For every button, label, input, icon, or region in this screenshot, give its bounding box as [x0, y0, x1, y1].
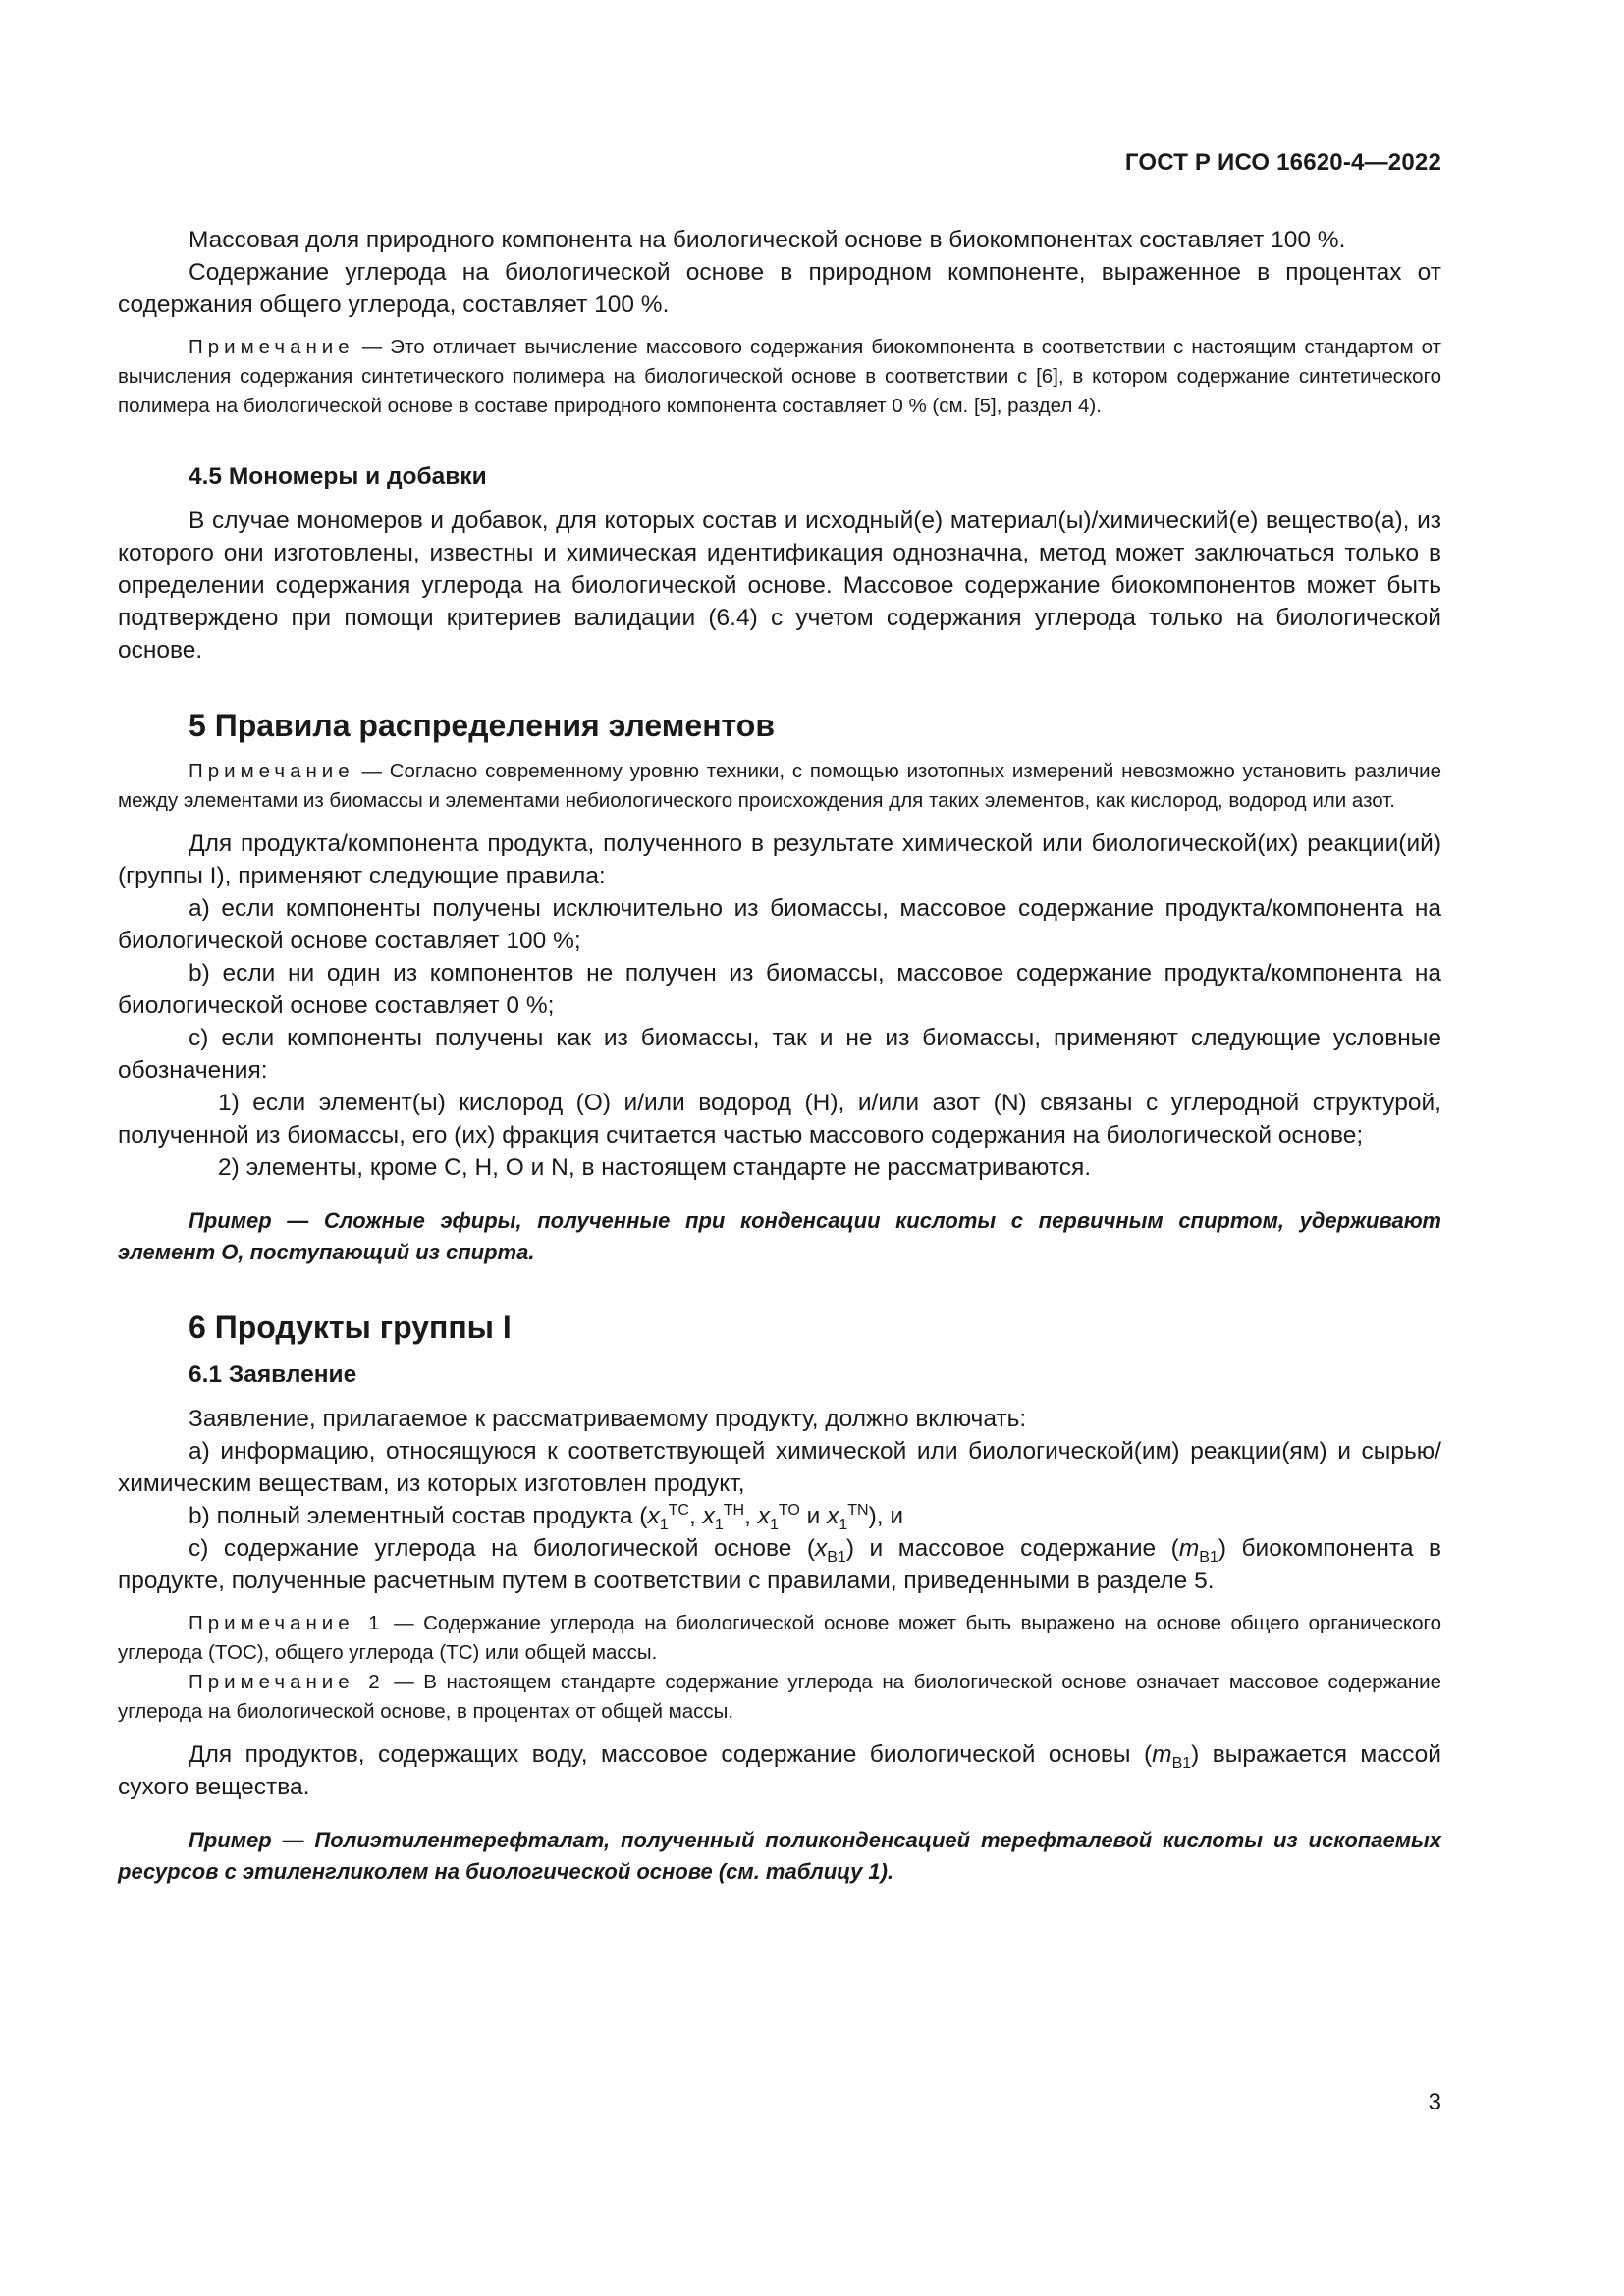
subscript: B1: [1199, 1548, 1218, 1566]
note-text: — Это отличает вычисление массового содержания биокомпонента в соответствии с настоящим стандартом от вычисления содержания синтетического полимера на биологической основе в соответствии с [6], в котором содержание синтетического полимера на биологической основе в составе природного компонента составляет 0 % (см. [5], раздел 4).: [118, 336, 1441, 417]
list-item: [118, 1500, 1441, 1532]
list-item: a) если компоненты получены исключительно из биомассы, массовое содержание продукта/компонента на биологической основе составляет 100 %;: [118, 895, 1441, 954]
subscript: B1: [827, 1548, 846, 1566]
example: Пример — Сложные эфиры, полученные при конденсации кислоты с первичным спиртом, удерживают элемент O, поступающий из спирта.: [118, 1208, 1441, 1264]
superscript: TH: [723, 1501, 745, 1519]
section-heading-6-1: 6.1 Заявление: [189, 1362, 357, 1388]
note-label: Примечание: [189, 336, 354, 358]
paragraph: Содержание углерода на биологической основе в природном компоненте, выраженное в процентах от содержания общего углерода, составляет 100 %.: [118, 259, 1441, 318]
subscript: 1: [714, 1516, 724, 1533]
sub-list-item: 2) элементы, кроме C, H, O и N, в настоящем стандарте не рассматриваются.: [218, 1154, 1092, 1181]
text-run: b) полный элементный состав продукта (: [189, 1503, 648, 1529]
paragraph: Заявление, прилагаемое к рассматриваемому продукту, должно включать:: [189, 1406, 1027, 1432]
note: [118, 757, 1441, 816]
list-item: c) если компоненты получены как из биомассы, так и не из биомассы, применяют следующие условные обозначения:: [118, 1025, 1441, 1084]
document-header: ГОСТ Р ИСО 16620-4—2022: [1124, 149, 1441, 176]
example: Пример — Полиэтилентерефталат, полученный поликонденсацией терефталевой кислоты из ископаемых ресурсов с этиленгликолем на биологической основе (см. таблицу 1).: [118, 1828, 1441, 1884]
text-run: ,: [688, 1503, 703, 1529]
note-label: Примечание 2: [189, 1671, 385, 1693]
section-heading-6: 6 Продукты группы I: [189, 1309, 512, 1345]
note: [118, 1668, 1441, 1727]
list-item: [118, 1532, 1441, 1597]
paragraph: Для продукта/компонента продукта, полученного в результате химической или биологической(их) реакции(ий) (группы I), применяют следующие правила:: [118, 830, 1441, 889]
variable: x: [827, 1503, 839, 1529]
superscript: TO: [778, 1501, 800, 1519]
text-run: ,: [744, 1503, 758, 1529]
note-text: — Согласно современному уровню техники, с помощью изотопных измерений невозможно установить различие между элементами из биомассы и элементами небиологического происхождения для таких элементов, как кислород, водород или азот.: [118, 760, 1441, 812]
text-run: и: [799, 1503, 828, 1529]
text-run: c) содержание углерода на биологической основе (: [189, 1535, 816, 1562]
section-heading-4-5: 4.5 Мономеры и добавки: [189, 463, 487, 490]
paragraph: Массовая доля природного компонента на биологической основе в биокомпонентах составляет 100 %.: [189, 227, 1346, 253]
variable: x: [647, 1503, 660, 1529]
note-label: Примечание: [189, 760, 354, 782]
note-text: — Содержание углерода на биологической основе может быть выражено на основе общего органического углерода (TOC), общего углерода (TC) или общей массы.: [118, 1612, 1441, 1664]
note-label: Примечание 1: [189, 1612, 385, 1634]
text-run: ) выражается массой сухого вещества.: [118, 1741, 1441, 1800]
text-run: ) и массовое содержание (: [845, 1535, 1179, 1562]
variable: x: [757, 1503, 770, 1529]
sub-list-item: 1) если элемент(ы) кислород (O) и/или водород (H), и/или азот (N) связаны с углеродной структурой, полученной из биомассы, его (их) фракция считается частью массового содержания на биологической основе;: [118, 1090, 1441, 1148]
list-item: a) информацию, относящуюся к соответствующей химической или биологической(им) реакции(ям) и сырью/химическим веществам, из которых изготовлен продукт,: [118, 1438, 1441, 1497]
subscript: B1: [1171, 1754, 1192, 1772]
paragraph: [118, 1738, 1441, 1803]
subscript: 1: [769, 1516, 779, 1533]
note: [118, 333, 1441, 421]
text-run: ), и: [868, 1503, 904, 1529]
variable: x: [815, 1535, 828, 1562]
variable: m: [1152, 1741, 1172, 1768]
page-number: 3: [1428, 2089, 1441, 2115]
superscript: TC: [668, 1501, 689, 1519]
paragraph: В случае мономеров и добавок, для которых состав и исходный(е) материал(ы)/химический(е) вещество(а), из которого они изготовлены, известны и химическая идентификация однозначна, метод может заключаться только в определении содержания углерода на биологической основе. Массовое содержание биокомпонентов может быть подтверждено при помощи критериев валидации (6.4) с учетом содержания углерода только на биологической основе.: [118, 507, 1441, 664]
text-run: ) биокомпонента в продукте, полученные расчетным путем в соответствии с правилами, приведенными в разделе 5.: [118, 1535, 1441, 1594]
superscript: TN: [847, 1501, 869, 1519]
note-text: — В настоящем стандарте содержание углерода на биологической основе означает массовое содержание углерода на биологической основе, в процентах от общей массы.: [118, 1671, 1441, 1723]
variable: x: [702, 1503, 715, 1529]
list-item: b) если ни один из компонентов не получен из биомассы, массовое содержание продукта/компонента на биологической основе составляет 0 %;: [118, 960, 1441, 1019]
note: [118, 1609, 1441, 1668]
text-run: Для продуктов, содержащих воду, массовое содержание биологической основы (: [189, 1741, 1153, 1768]
section-heading-5: 5 Правила распределения элементов: [189, 708, 775, 743]
subscript: 1: [659, 1516, 669, 1533]
document-body: [118, 224, 1441, 1888]
subscript: 1: [839, 1516, 848, 1533]
variable: m: [1178, 1535, 1200, 1562]
